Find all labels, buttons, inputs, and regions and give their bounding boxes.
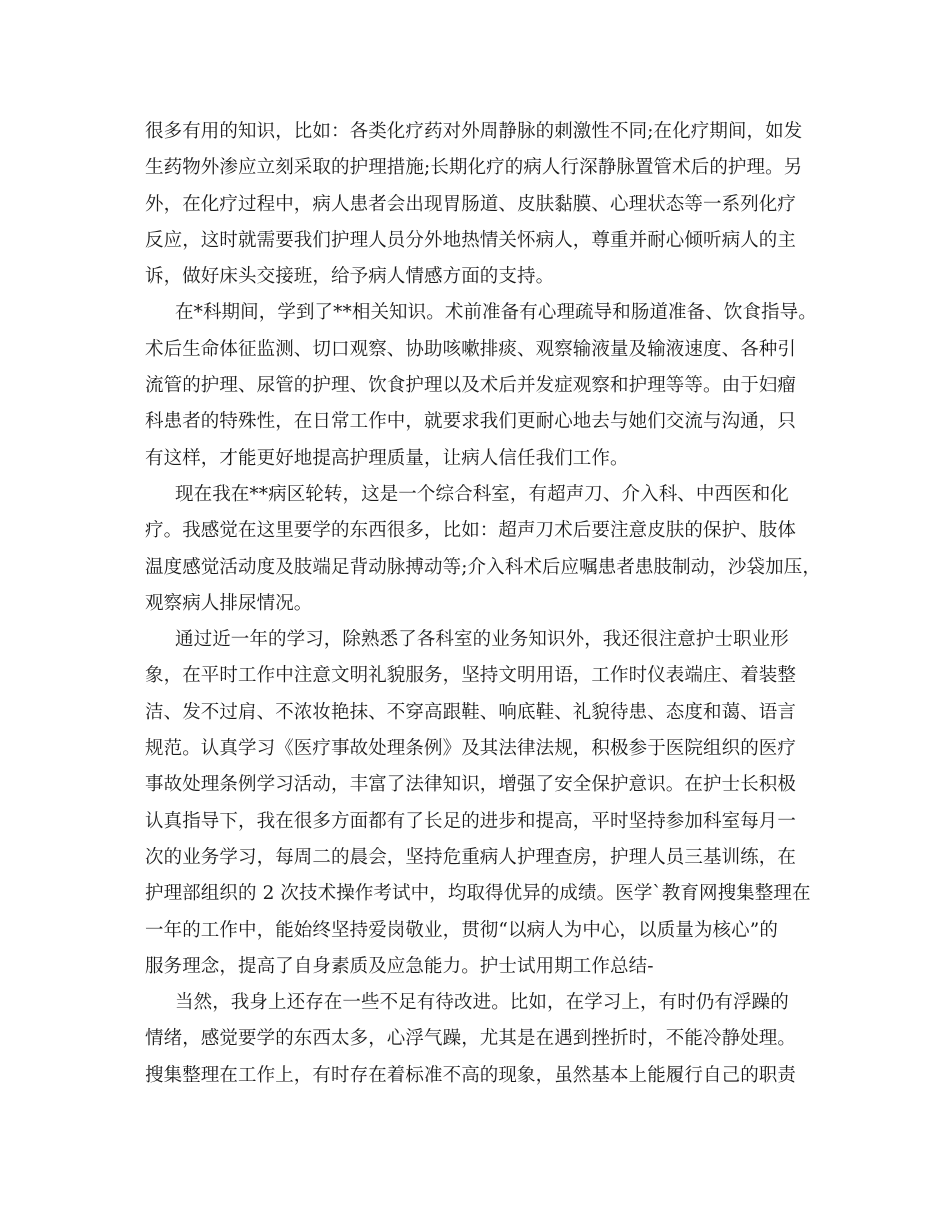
- text-line: 一年的工作中，能始终坚持爱岗敬业，贯彻“以病人为中心，以质量为核心”的: [145, 919, 778, 941]
- text-line: 术后生命体征监测、切口观察、协助咳嗽排痰、观察输液量及输液速度、各种引: [145, 338, 797, 360]
- text-line: 诉，做好床头交接班，给予病人情感方面的支持。: [145, 266, 555, 288]
- body-text: [145, 114, 825, 1094]
- text-line: 观察病人排尿情况。: [145, 592, 313, 614]
- text-line: 认真指导下，我在很多方面都有了长足的进步和提高，平时坚持参加科室每月一: [145, 810, 797, 832]
- text-line: 很多有用的知识，比如：各类化疗药对外周静脉的刺激性不同;在化疗期间，如发: [145, 121, 803, 142]
- text-line: 规范。认真学习《医疗事故处理条例》及其法律法规，积极参于医院组织的医疗: [145, 738, 797, 760]
- paragraph-first-line: 通过近一年的学习，除熟悉了各科室的业务知识外，我还很注意护士职业形: [175, 629, 789, 651]
- text-line: 护理部组织的 2 次技术操作考试中，均取得优异的成绩。医学`教育网搜集整理在: [145, 883, 811, 905]
- text-line: 象，在平时工作中注意文明礼貌服务，坚持文明用语，工作时仪表端庄、着装整: [145, 665, 797, 687]
- text-line: 搜集整理在工作上，有时存在着标准不高的现象，虽然基本上能履行自己的职责: [145, 1064, 797, 1086]
- paragraph-first-line: 现在我在**病区轮转，这是一个综合科室，有超声刀、介入科、中西医和化: [175, 483, 789, 505]
- text-line: 外，在化疗过程中，病人患者会出现胃肠道、皮肤黏膜、心理状态等一系列化疗: [145, 193, 797, 215]
- text-line: 疗。我感觉在这里要学的东西很多，比如：超声刀术后要注意皮肤的保护、肢体: [145, 520, 797, 542]
- text-line: 情绪，感觉要学的东西太多，心浮气躁，尤其是在遇到挫折时，不能冷静处理。: [145, 1028, 797, 1050]
- text-line: 温度感觉活动度及肢端足背动脉搏动等;介入科术后应嘱患者患肢制动，沙袋加压，: [145, 556, 821, 578]
- text-line: 服务理念，提高了自身素质及应急能力。护士试用期工作总结-: [145, 955, 654, 977]
- paragraph-first-line: 当然，我身上还存在一些不足有待改进。比如，在学习上，有时仍有浮躁的: [175, 992, 789, 1014]
- text-line: 科患者的特殊性，在日常工作中，就要求我们更耐心地去与她们交流与沟通，只: [145, 411, 797, 433]
- text-line: 事故处理条例学习活动，丰富了法律知识，增强了安全保护意识。在护士长积极: [145, 774, 797, 796]
- text-line: 流管的护理、尿管的护理、饮食护理以及术后并发症观察和护理等等。由于妇瘤: [145, 375, 797, 397]
- text-line: 反应，这时就需要我们护理人员分外地热情关怀病人，尊重并耐心倾听病人的主: [145, 229, 797, 251]
- text-line: 有这样，才能更好地提高护理质量，让病人信任我们工作。: [145, 447, 629, 469]
- text-line: 生药物外渗应立刻采取的护理措施;长期化疗的病人行深静脉置管术后的护理。另: [145, 157, 803, 179]
- paragraph-first-line: 在*科期间，学到了**相关知识。术前准备有心理疏导和肠道准备、饮食指导。: [175, 302, 817, 324]
- text-line: 次的业务学习，每周二的晨会，坚持危重病人护理查房，护理人员三基训练，在: [145, 846, 797, 868]
- text-line: 洁、发不过肩、不浓妆艳抹、不穿高跟鞋、响底鞋、礼貌待患、态度和蔼、语言: [145, 701, 797, 723]
